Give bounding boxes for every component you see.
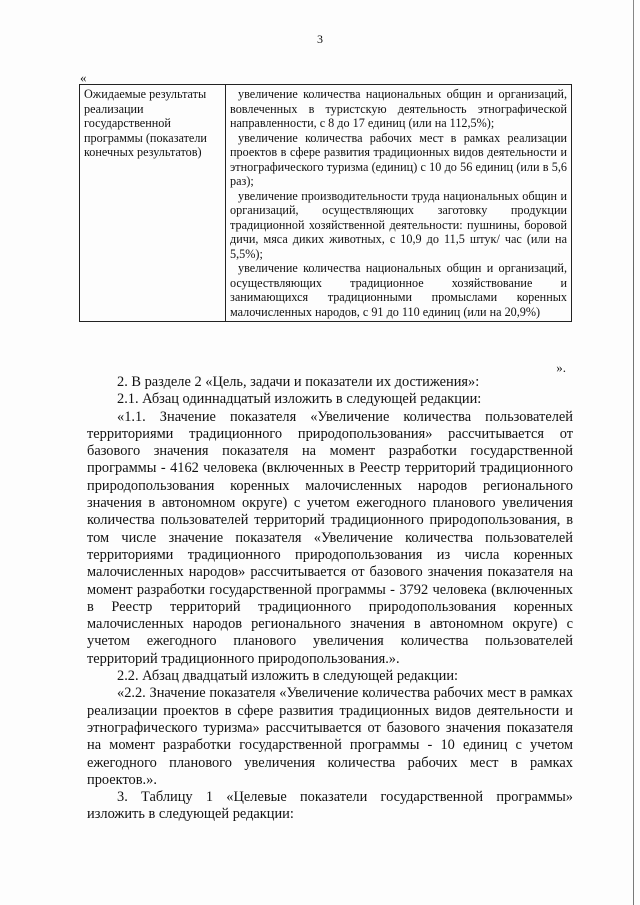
result-item: увеличение количества национальных общин и организаций, вовлеченных в туристскую деятельность этнографической направленности, с 8 до 17 единиц (или на 112,5%); [230, 87, 567, 130]
paragraph-section-3: 3. Таблицу 1 «Целевые показатели государственной программы» изложить в следующей редакции: [87, 789, 573, 823]
scan-edge-line [633, 0, 634, 905]
result-item: увеличение производительности труда национальных общин и организаций, осуществляющих заготовку продукции традиционной хозяйственной деятельности: пушнины, боровой дичи, мяса диких животных, с 10,9 до 11,5 штук/ час (или на 5,5%); [230, 188, 567, 261]
paragraph-section-2: 2. В разделе 2 «Цель, задачи и показатели их достижения»: [117, 374, 480, 390]
expected-results-table [79, 84, 572, 322]
page-number: 3 [317, 32, 323, 46]
document-body [87, 374, 573, 824]
closing-quote-mark: ». [556, 360, 566, 375]
paragraph-2-1-heading: 2.1. Абзац одиннадцатый изложить в следующей редакции: [117, 391, 482, 408]
paragraph-2-2-heading: 2.2. Абзац двадцатый изложить в следующей редакции: [117, 668, 459, 685]
result-item: увеличение количества национальных общин и организаций, осуществляющих традиционное хозяйствование и занимающихся традиционными промыслами коренных малочисленных народов, с 91 до 110 единиц (или на 20,9%) [230, 261, 567, 319]
result-item: увеличение количества рабочих мест в рамках реализации проектов в сфере развития традиционных видов деятельности и этнографического туризма (единиц) с 10 до 56 единиц (или в 5,6 раз); [230, 130, 567, 188]
table-row [80, 85, 572, 322]
opening-quote-mark: « [80, 70, 87, 85]
paragraph-2-2-text: «2.2. Значение показателя «Увеличение количества рабочих мест в рамках реализации проектов в сфере развития традиционных видов деятельности и этнографического туризма» рассчитывается от базового значения показателя на момент разработки государственной программы - 10 единиц с учетом ежегодного планового увеличения количества рабочих мест в рамках проектов.». [87, 685, 573, 788]
table-items-cell [226, 85, 572, 322]
paragraph-1-1-text: «1.1. Значение показателя «Увеличение количества пользователей территориями традиционного природопользования» рассчитывается от базового значения показателя на момент разработки государственной программы - 4162 человека (включенных в Реестр территорий традиционного природопользования коренных малочисленных народов регионального значения в автономном округе) с учетом ежегодного планового увеличения количества пользователей территорий традиционного природопользования, в том числе значение показателя «Увеличение количества пользователей территориями традиционного природопользования из числа коренных малочисленных народов» рассчитывается от базового значения показателя на момент разработки государственной программы - 3792 человека (включенных в Реестр территорий традиционного природопользования коренных малочисленных народов регионального значения в автономном округе) с учетом ежегодного планового увеличения количества пользователей территорий традиционного природопользования.». [87, 408, 573, 667]
table-label-cell: Ожидаемые результаты реализации государственной программы (показатели конечных результатов) [80, 85, 226, 322]
